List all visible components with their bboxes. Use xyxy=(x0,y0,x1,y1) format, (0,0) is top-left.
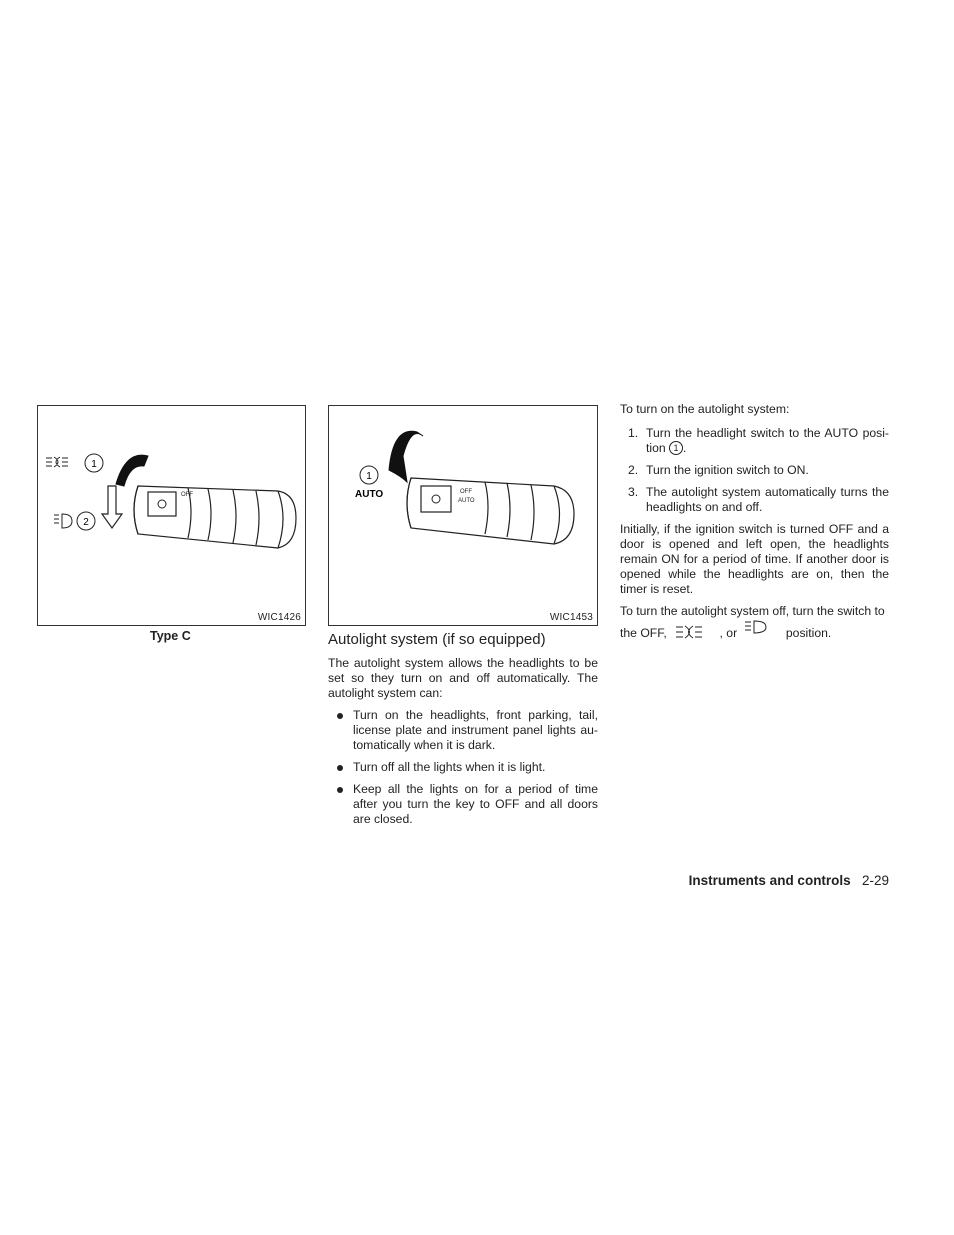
list-item: 2. Turn the ignition switch to ON. xyxy=(628,463,809,477)
reference-1-icon: 1 xyxy=(669,441,683,455)
list-item: Turn on the headlights, front parking, tail, license plate and instrument panel lights au-tomatically when it is dark. xyxy=(328,708,598,753)
turn-on-intro: To turn on the autolight system: xyxy=(620,402,790,416)
figure-autolight xyxy=(328,405,598,626)
callout-2: 2 xyxy=(83,517,89,528)
footer-section: Instruments and controls xyxy=(688,873,851,888)
section-intro: The autolight system allows the headlights to be set so they turn on and off automatically. The autolight system can: xyxy=(328,656,598,700)
callout-1: 1 xyxy=(91,459,97,470)
page-number: 2-29 xyxy=(861,873,889,888)
switch-off-label: OFF xyxy=(181,492,193,498)
list-item: Keep all the lights on for a period of time after you turn the key to OFF and all doors are closed. xyxy=(328,782,598,827)
initially-paragraph: Initially, if the ignition switch is turned OFF and a door is opened and left open, the headlights remain ON for a period of time. If another door is opened while the headlights are on, then the timer is reset. xyxy=(620,522,889,596)
list-item: Turn off all the lights when it is light. xyxy=(328,760,598,775)
list-item: 1. Turn the headlight switch to the AUTO posi-tion 1 . xyxy=(628,426,889,455)
headlight-switch-illustration xyxy=(38,406,305,625)
switch-off-label: OFF xyxy=(460,489,472,495)
bullet-list xyxy=(328,708,598,827)
section-heading: Autolight system (if so equipped) xyxy=(328,631,546,648)
rotate-arrow-icon xyxy=(116,455,148,486)
turn-off-paragraph: To turn the autolight system off, turn the switch to the OFF, , or position. xyxy=(620,604,885,640)
headlight-position-icon xyxy=(46,457,68,467)
auto-label: AUTO xyxy=(355,489,384,500)
figure-code: WIC1453 xyxy=(549,612,593,623)
rotate-arrow-icon xyxy=(389,431,423,482)
list-item: 3. The autolight system automatically turns the headlights on and off. xyxy=(628,485,889,514)
headlight-icon xyxy=(54,514,72,528)
page-footer xyxy=(689,873,889,888)
headlight-icon xyxy=(743,619,769,635)
figure-caption: Type C xyxy=(150,629,191,643)
steps-list xyxy=(620,426,889,515)
figure-type-c xyxy=(37,405,306,626)
autolight-switch-illustration xyxy=(329,406,597,625)
switch-auto-label: AUTO xyxy=(458,498,475,504)
figure-code: WIC1426 xyxy=(257,612,301,623)
down-arrow-icon xyxy=(102,486,122,528)
headlight-position-icon xyxy=(674,625,712,639)
callout-1: 1 xyxy=(366,471,372,482)
